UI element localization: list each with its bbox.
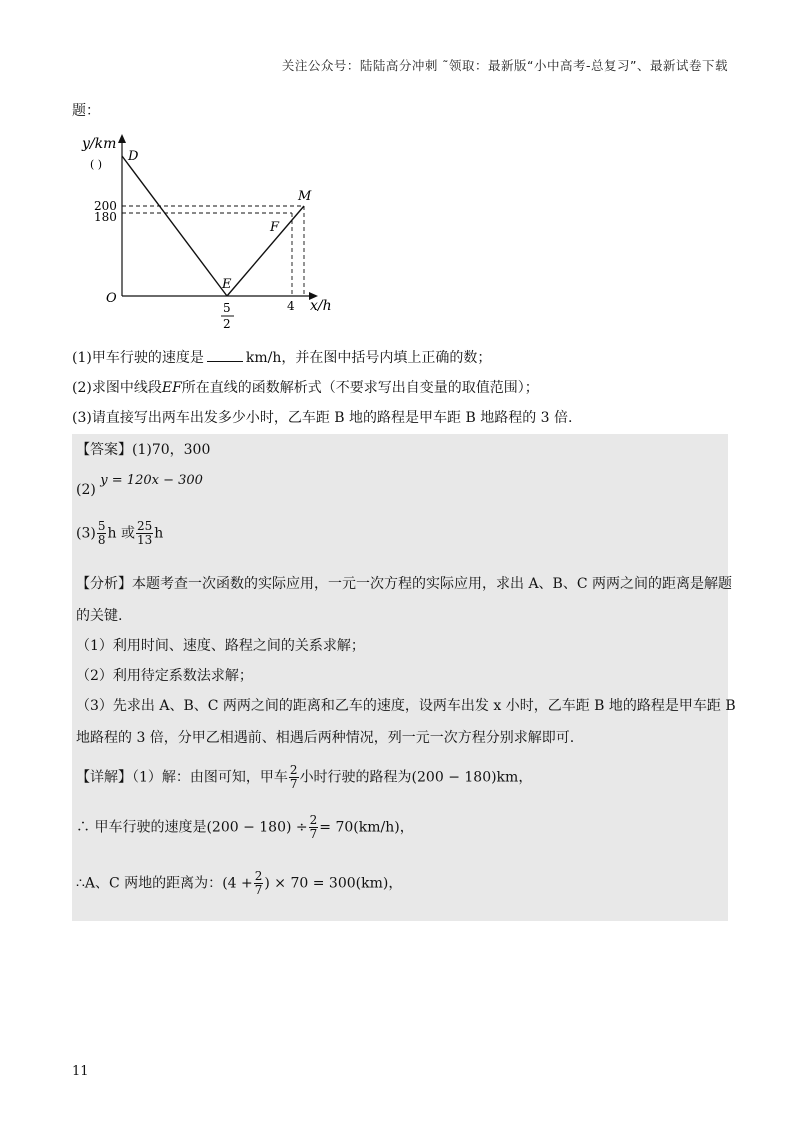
analysis-line-6: 地路程的 3 倍，分甲乙相遇前、相遇后两种情况，列一元一次方程分别求解即可. [76,730,575,746]
origin-label: O [106,291,117,306]
answer-3-label: (3) [76,525,96,542]
detail-3-rest: ) × 70 = 300(km)， [264,875,403,892]
detail-3-open: (4 + [222,875,253,892]
analysis-line-5: （3）先求出 A、B、C 两两之间的距离和乙车的速度，设两车出发 x 小时，乙车距 B 地的路程是甲车距 B [76,698,736,714]
intro-text: 题： [72,103,100,119]
answer-3-unit: h [154,525,164,542]
y-tick-180: 180 [94,210,117,224]
question-1-rest: ，并在图中括号内填上正确的数； [281,350,492,366]
segment-ef-label: EF [161,380,182,396]
answer-2-expression: y = 120x − 300 [100,473,203,488]
answer-3-or: h 或 [107,525,135,542]
question-3-text: (3)请直接写出两车出发多少小时，乙车距 B 地的路程是甲车距 B 地路程的 3 倍. [72,410,573,426]
fraction-5-8: $\frac{5}{8}$ [97,519,106,547]
detail-line-1 [76,764,532,791]
analysis-line-1: 【分析】本题考查一次函数的实际应用，一元一次方程的实际应用，求出 A、B、C 两两之间的距离是解题 [76,576,733,592]
page-number: 11 [72,1064,89,1079]
x-tick-num: 5 [223,301,231,315]
page-header: 关注公众号：陆陆高分冲刺 ˜领取：最新版“小中高考-总复习”、最新试卷下载 [281,58,728,73]
speed-unit: km/h [245,350,282,366]
fraction-25-13: $\frac{25}{13}$ [136,519,153,547]
question-2-text: (2)求图中线段 [72,380,162,396]
point-d-label: D [128,149,139,164]
answer-2 [76,470,203,498]
analysis-line-2: 的关键. [76,608,123,624]
question-3 [72,408,572,428]
question-2-rest: 所在直线的函数解析式（不要求写出自变量的取值范围）； [181,380,539,396]
detail-1-rest: 小时行驶的路程为(200 − 180)km， [299,769,533,786]
question-1-text: (1)甲车行驶的速度是 [72,350,204,366]
detail-2-rest: = 70(km/h)， [319,819,414,836]
detail-2-text: ∴ 甲车行驶的速度是(200 − 180) ÷ [76,819,308,836]
detail-1-text: 【详解】（1）解：由图可知，甲车 [76,769,288,786]
fraction-2-7: $\frac{2}{7}$ [309,813,318,841]
answer-2-label: (2) [76,482,96,498]
x-axis-label: x/h [310,298,332,314]
answer-blank [207,348,243,362]
answer-3 [76,520,163,547]
detail-3-text: ∴A、C 两地的距离为： [76,875,223,892]
answer-1: 【答案】(1)70，300 [76,442,211,458]
point-f-label: F [270,220,280,235]
question-2 [72,378,539,398]
question-1 [72,348,491,368]
answer-section [72,434,736,921]
answer-paren: ( ) [90,158,103,171]
analysis-line-4: （2）利用待定系数法求解； [76,668,253,684]
segment-em [227,206,304,296]
detail-line-3 [76,870,402,897]
point-e-label: E [222,277,232,292]
y-axis-label: y/km [82,136,117,152]
x-tick-4: 4 [287,299,295,313]
y-tick-200: 200 [94,199,117,213]
y-axis-arrow [118,134,126,143]
point-m-label: M [298,189,312,204]
fraction-2-7: $\frac{2}{7}$ [254,869,263,897]
fraction-2-7: $\frac{2}{7}$ [289,763,298,791]
analysis-line-3: （1）利用时间、速度、路程之间的关系求解； [76,638,365,654]
detail-line-2 [76,814,414,841]
function-graph [72,128,352,343]
x-tick-den: 2 [223,317,231,331]
segment-de [122,156,227,296]
